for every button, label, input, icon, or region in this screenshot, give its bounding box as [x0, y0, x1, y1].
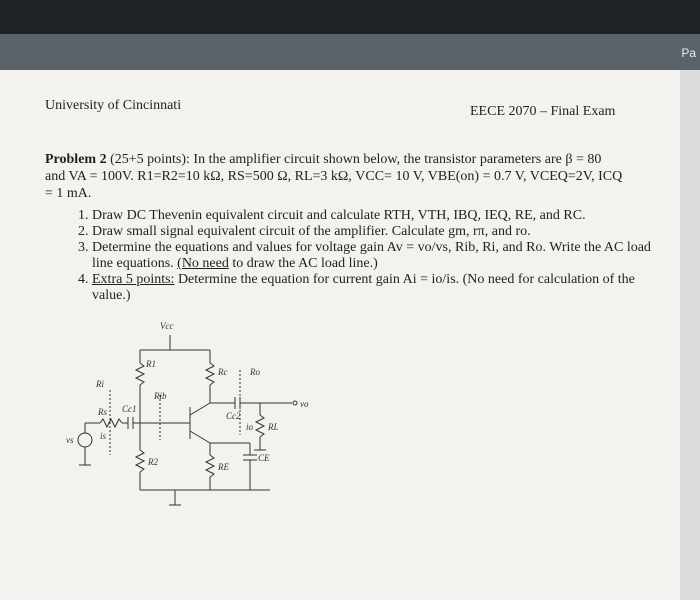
cc1-label: Cc1: [122, 404, 137, 414]
vcc-label: Vcc: [160, 321, 174, 331]
ce-label: CE: [258, 453, 270, 463]
vs-label: vs: [66, 435, 74, 445]
task-item: 4. Extra 5 points: Determine the equation for current gain Ai = io/is. (No need for calculation of the value.): [92, 272, 652, 304]
task-item: 3. Determine the equations and values for voltage gain Av = vo/vs, Rib, Ri, and Ro. Write the AC load line equations. (No need to draw the AC load line.): [92, 240, 652, 272]
rl-label: RL: [268, 422, 279, 432]
problem-points: (25+5 points):: [110, 152, 190, 167]
cc2-label: Cc2: [226, 411, 241, 421]
rs-label: Rs: [98, 407, 107, 417]
task-list: [50, 208, 652, 304]
r2-label: R2: [148, 457, 158, 467]
is-label: is: [100, 431, 107, 441]
viewer-toolbar-strip: [0, 34, 700, 70]
vo-label: vo: [300, 399, 309, 409]
re-label: RE: [218, 462, 229, 472]
amplifier-circuit-diagram: [60, 315, 320, 520]
page-edge-label: Pa: [681, 46, 696, 60]
circuit-labels: [66, 321, 309, 472]
rc-label: Rc: [218, 367, 228, 377]
course-title: EECE 2070 – Final Exam: [470, 104, 616, 119]
task-item: 2. Draw small signal equivalent circuit of the amplifier. Calculate gm, rπ, and ro.: [92, 224, 652, 240]
problem-title: Problem 2: [45, 152, 107, 167]
r1-label: R1: [146, 359, 156, 369]
window-top-bar: [0, 0, 700, 34]
rib-label: Rib: [154, 391, 167, 401]
problem-text: In the amplifier circuit shown below, the transistor parameters are β = 80 and VA = 100V. R1=R2=10 kΩ, RS=500 Ω, RL=3 kΩ, VCC= 10 V, VBE(on) = 0.7 V, VCEQ=2V, ICQ = 1 mA.: [45, 152, 623, 201]
io-label: io: [246, 422, 254, 432]
ro-label: Ro: [250, 367, 260, 377]
university-name: University of Cincinnati: [45, 98, 182, 113]
ri-label: Ri: [96, 379, 104, 389]
task-item: 1. Draw DC Thevenin equivalent circuit and calculate RTH, VTH, IBQ, IEQ, RE, and RC.: [92, 208, 652, 224]
problem-statement: [45, 151, 625, 202]
paper-edge: [680, 70, 700, 600]
